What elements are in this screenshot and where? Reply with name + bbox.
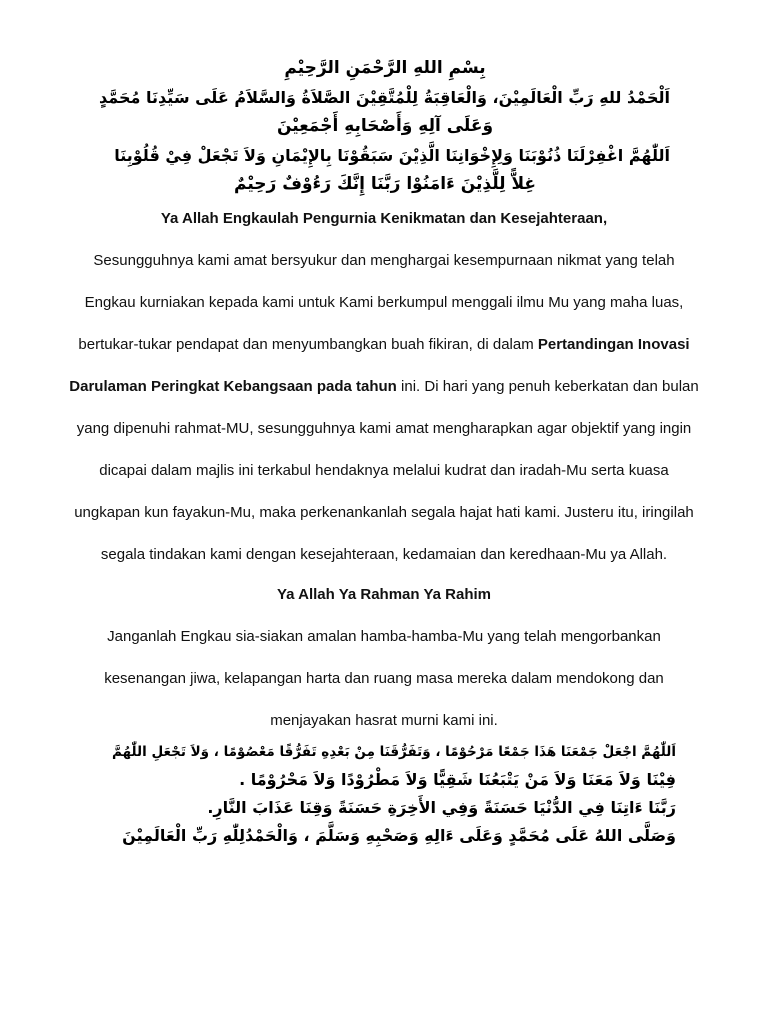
opening-arabic-prayer bbox=[100, 54, 670, 199]
paragraph-line bbox=[60, 336, 708, 353]
paragraph-line: Sesungguhnya kami amat bersyukur dan menghargai kesempurnaan nikmat yang telah bbox=[93, 252, 675, 269]
closing-prayer-line: فِيْنَا وَلاَ مَعَنَا وَلاَ مَنْ يَتْبَعُنَا شَقِيًّا وَلاَ مَطْرُوْدًا وَلاَ مَحْرُوْمًا . bbox=[239, 770, 676, 789]
competition-name: Pertandingan Inovasi bbox=[537, 336, 690, 353]
section-heading: Ya Allah Engkaulah Pengurnia Kenikmatan dan Kesejahteraan, bbox=[160, 210, 608, 227]
basmalah: بِسْمِ اللهِ الرَّحْمَنِ الرَّحِيْمِ bbox=[284, 58, 486, 78]
opening-prayer-line: وَعَلَى آلِهِ وَأَصْحَابِهِ أَجْمَعِيْنَ bbox=[276, 116, 494, 136]
opening-prayer-line: اَلْحَمْدُ للهِ رَبِّ الْعَالَمِيْنَ، وَالْعَاقِبَةُ لِلْمُتَّقِيْنَ الصَّلاَةُ وَالسَّلاَمُ عَلَى سَيِّدِنَا مُحَمَّدٍ bbox=[99, 88, 670, 107]
paragraph-line: kesenangan jiwa, kelapangan harta dan ruang masa mereka dalam mendokong dan bbox=[104, 670, 664, 687]
competition-name: Darulaman Peringkat Kebangsaan pada tahun bbox=[69, 378, 397, 395]
paragraph-line: Engkau kurniakan kepada kami untuk Kami berkumpul menggali ilmu Mu yang maha luas, bbox=[84, 294, 684, 311]
closing-prayer-line: وَصَلَّى اللهُ عَلَى مُحَمَّدٍ وَعَلَى ءَالِهِ وَصَحْبِهِ وَسَلَّمَ ، وَالْحَمْدُلِلّٰهِ رَبِّ الْعَالَمِيْنَ bbox=[122, 826, 676, 845]
paragraph-text: bertukar-tukar pendapat dan menyumbangkan buah fikiran, di dalam bbox=[78, 336, 538, 353]
paragraph-line: segala tindakan kami dengan kesejahteraan, kedamaian dan keredhaan-Mu ya Allah. bbox=[100, 546, 668, 563]
closing-arabic-prayer bbox=[96, 738, 676, 850]
paragraph-line: menjayakan hasrat murni kami ini. bbox=[270, 712, 498, 729]
opening-prayer-line: غِلاًّ لِلَّذِيْنَ ءَامَنُوْا رَبَّنَا إِنَّكَ رَءُوْفٌ رَحِيْمٌ bbox=[234, 174, 536, 194]
paragraph-text: ini. Di hari yang penuh keberkatan dan bulan bbox=[396, 378, 699, 395]
paragraph-line: Janganlah Engkau sia-siakan amalan hamba-hamba-Mu yang telah mengorbankan bbox=[107, 628, 661, 645]
paragraph-line: ungkapan kun fayakun-Mu, maka perkenankanlah segala hajat hati kami. Justeru itu, iringilah bbox=[74, 504, 694, 521]
opening-prayer-line: اَللّٰهُمَّ اغْفِرْلَنَا ذُنُوْبَنَا وَلِإِخْوَانِنَا الَّذِيْنَ سَبَقُوْنَا بِالإِيْمَانِ وَلاَ تَجْعَلْ فِيْ قُلُوْبِنَا bbox=[114, 146, 670, 165]
paragraph-line: yang dipenuhi rahmat-MU, sesungguhnya kami amat mengharapkan agar objektif yang ingin bbox=[76, 420, 692, 437]
section-heading: Ya Allah Ya Rahman Ya Rahim bbox=[277, 586, 491, 603]
paragraph-line bbox=[60, 378, 708, 395]
paragraph-line: dicapai dalam majlis ini terkabul hendaknya melalui kudrat dan iradah-Mu serta kuasa bbox=[99, 462, 669, 479]
closing-prayer-line: رَبَّنَا ءَاتِنَا فِي الدُّنْيَا حَسَنَةً وَفِي الأَخِرَةِ حَسَنَةً وَقِنَا عَذَابَ النَّارِ. bbox=[207, 798, 676, 817]
closing-prayer-line: اَللّٰهُمَّ اجْعَلْ جَمْعَنَا هَذَا جَمْعًا مَرْحُوْمًا ، وَتَفَرُّقَنَا مِنْ بَعْدِهِ تَفَرُّقًا مَعْصُوْمًا ، وَلاَ تَجْعَلِ اللّٰهُمَّ bbox=[112, 744, 676, 760]
